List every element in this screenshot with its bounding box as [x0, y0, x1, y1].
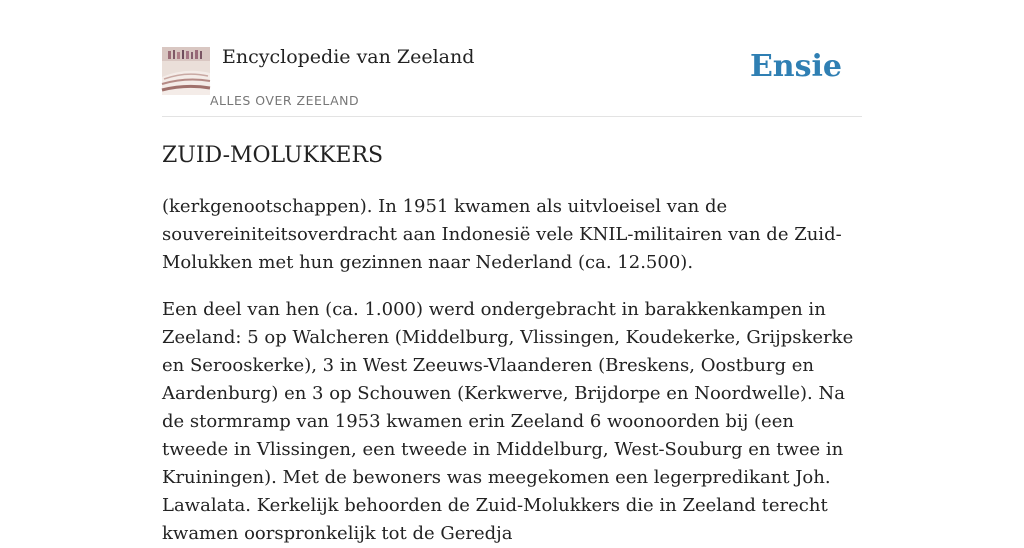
article-title: ZUID-MOLUKKERS [162, 143, 384, 168]
content-container [162, 0, 862, 548]
book-image-icon [162, 47, 210, 95]
ensie-logo[interactable]: Ensie [749, 49, 842, 84]
site-title[interactable]: Encyclopedie van Zeeland [222, 46, 475, 68]
article-paragraph: Een deel van hen (ca. 1.000) werd ondergebracht in barakkenkampen in Zeeland: 5 op Walcheren (Middelburg, Vlissingen, Koudekerke, Grijpskerke en Serooskerke), 3 in West Zeeuws-Vlaanderen (Breskens, Oostburg en Aardenburg) en 3 op Schouwen (Kerkwerve, Brijdorpe en Noordwelle). Na de stormramp van 1953 kwamen erin Zeeland 6 woonoorden bij (een tweede in Vlissingen, een tweede in Middelburg, West-Souburg en twee in Kruiningen). Met de bewoners was meegekomen een legerpredikant Joh. Lawalata. Kerkelijk behoorden de Zuid-Molukkers die in Zeeland terecht kwamen oorspronkelijk tot de Geredja [162, 299, 854, 544]
site-subtitle: ALLES OVER ZEELAND [210, 93, 360, 108]
article [162, 142, 862, 548]
article-paragraph: (kerkgenootschappen). In 1951 kwamen als uitvloeisel van de souvereiniteitsoverdracht aan Indonesië vele KNIL-militairen van de Zuid-Molukken met hun gezinnen naar Nederland (ca. 12.500). [162, 196, 842, 273]
site-avatar[interactable] [162, 47, 210, 95]
site-header [162, 0, 862, 117]
